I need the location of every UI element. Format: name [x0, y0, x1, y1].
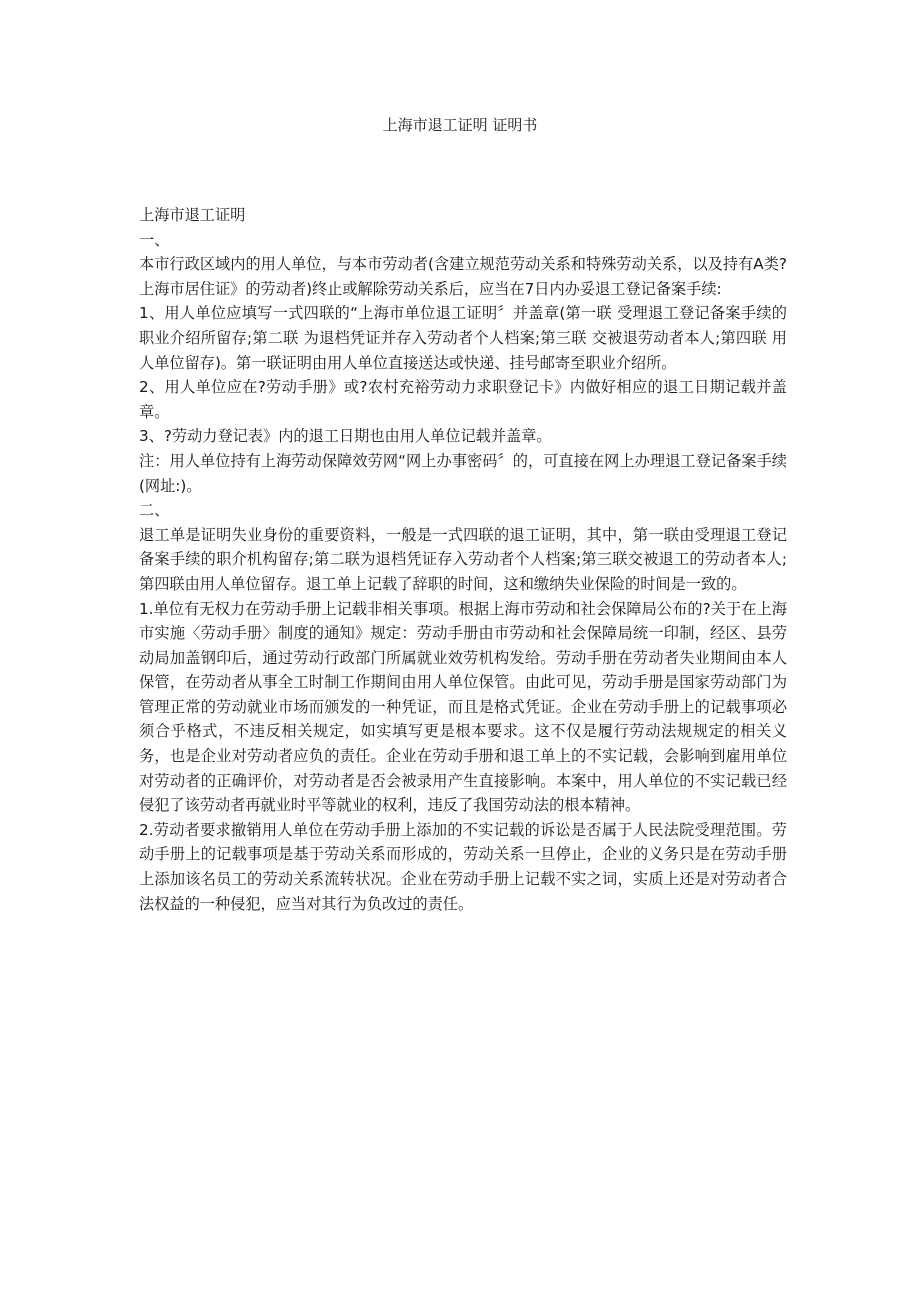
- section-number: 一、: [139, 230, 170, 249]
- paragraph: 2、用人单位应在?劳动手册》或?农村充裕劳动力求职登记卡》内做好相应的退工日期记载并盖章。: [139, 378, 787, 421]
- paragraph: 1、用人单位应填写一式四联的“上海市单位退工证明〞并盖章(第一联 受理退工登记备案手续的职业介绍所留存;第二联 为退档凭证并存入劳动者个人档案;第三联 交被退劳动者本人;第四联 用人单位留存)。第一联证明由用人单位直接送达或快递、挂号邮寄至职业介绍所。: [139, 304, 787, 372]
- document-body: [139, 203, 787, 916]
- paragraph: 3、?劳动力登记表》内的退工日期也由用人单位记载并盖章。: [139, 427, 552, 446]
- section-number: 二、: [139, 501, 170, 520]
- note-paragraph: 注：用人单位持有上海劳动保障效劳网“网上办事密码〞的，可直接在网上办理退工登记备案手续(网址:)。: [139, 451, 787, 495]
- section-heading: 上海市退工证明: [139, 206, 246, 224]
- paragraph: 退工单是证明失业身份的重要资料，一般是一式四联的退工证明，其中，第一联由受理退工登记备案手续的职介机构留存;第二联为退档凭证存入劳动者个人档案;第三联交被退工的劳动者本人;第四联由用人单位留存。退工单上记载了辞职的时间，这和缴纳失业保险的时间是一致的。: [139, 525, 787, 593]
- paragraph: 2.劳动者要求撤销用人单位在劳动手册上添加的不实记载的诉讼是否属于人民法院受理范围。劳动手册上的记载事项是基于劳动关系而形成的，劳动关系一旦停止，企业的义务只是在劳动手册上添加该名员工的劳动关系流转状况。企业在劳动手册上记载不实之词，实质上还是对劳动者合法权益的一种侵犯，应当对其行为负改过的责任。: [139, 820, 787, 913]
- page-title: 上海市退工证明 证明书: [382, 116, 538, 134]
- paragraph: 本市行政区域内的用人单位，与本市劳动者(含建立规范劳动关系和特殊劳动关系，以及持有A类?上海市居住证》的劳动者)终止或解除劳动关系后，应当在7日内办妥退工登记备案手续:: [139, 255, 787, 298]
- paragraph: 1.单位有无权力在劳动手册上记载非相关事项。根据上海市劳动和社会保障局公布的?关于在上海市实施〈劳动手册〉制度的通知》规定：劳动手册由市劳动和社会保障局统一印制，经区、县劳动局加盖钢印后，通过劳动行政部门所属就业效劳机构发给。劳动手册在劳动者失业期间由本人保管，在劳动者从事全工时制工作期间由用人单位保管。由此可见，劳动手册是国家劳动部门为管理正常的劳动就业市场而颁发的一种凭证，而且是格式凭证。企业在劳动手册上的记载事项必须合乎格式，不违反相关规定，如实填写更是根本要求。这不仅是履行劳动法规规定的相关义务，也是企业对劳动者应负的责任。企业在劳动手册和退工单上的不实记载，会影响到雇用单位对劳动者的正确评价，对劳动者是否会被录用产生直接影响。本案中，用人单位的不实记载已经侵犯了该劳动者再就业时平等就业的权利，违反了我国劳动法的根本精神。: [139, 599, 787, 815]
